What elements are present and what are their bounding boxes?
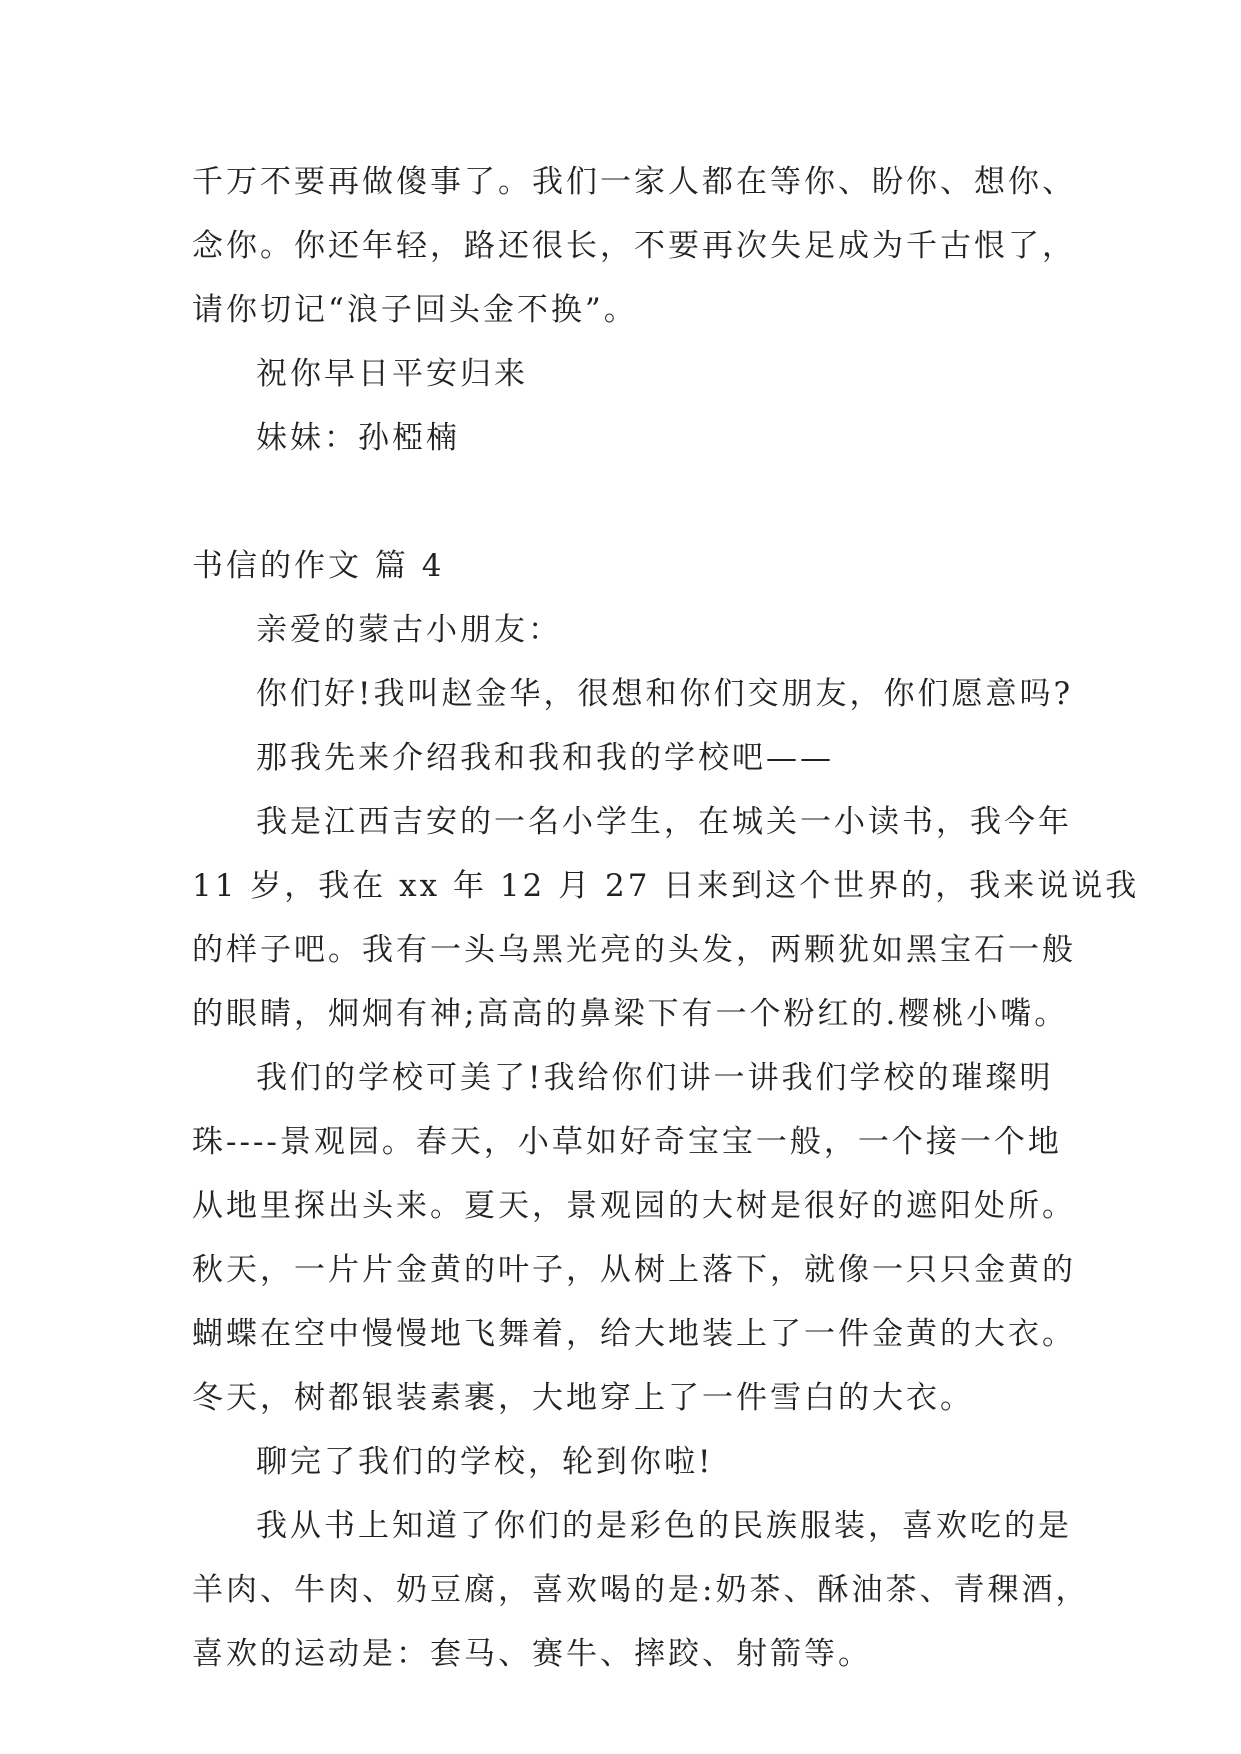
document-body: [192, 150, 1140, 1686]
closing-wish: 祝你早日平安归来: [256, 356, 528, 392]
text-line: 我是江西吉安的一名小学生，在城关一小读书，我今年: [256, 804, 1072, 840]
text-line: 我从书上知道了你们的是彩色的民族服装，喜欢吃的是: [256, 1508, 1072, 1544]
text-line: 蝴蝶在空中慢慢地飞舞着，给大地装上了一件金黄的大衣。: [192, 1316, 1076, 1352]
section-heading: 书信的作文 篇 4: [192, 548, 445, 584]
text-line: 我们的学校可美了!我给你们讲一讲我们学校的璀璨明: [256, 1060, 1054, 1096]
text-line: 秋天，一片片金黄的叶子，从树上落下，就像一只只金黄的: [192, 1252, 1076, 1288]
text-line: 的样子吧。我有一头乌黑光亮的头发，两颗犹如黑宝石一般: [192, 932, 1076, 968]
text-line: 羊肉、牛肉、奶豆腐，喜欢喝的是:奶茶、酥油茶、青稞酒，: [192, 1572, 1090, 1608]
text-line: 喜欢的运动是：套马、赛牛、摔跤、射箭等。: [192, 1636, 872, 1672]
text-line: 的眼睛，炯炯有神;高高的鼻梁下有一个粉红的.樱桃小嘴。: [192, 996, 1069, 1032]
text-line: 从地里探出头来。夏天，景观园的大树是很好的遮阳处所。: [192, 1188, 1076, 1224]
text-line: 请你切记“浪子回头金不换”。: [192, 292, 638, 328]
salutation: 亲爱的蒙古小朋友：: [256, 612, 562, 648]
text-line: 11 岁，我在 xx 年 12 月 27 日来到这个世界的，我来说说我: [192, 868, 1140, 904]
blank-line: [192, 470, 1062, 534]
text-line: 念你。你还年轻，路还很长，不要再次失足成为千古恨了，: [192, 228, 1076, 264]
text-line: 珠----景观园。春天，小草如好奇宝宝一般，一个接一个地: [192, 1124, 1062, 1160]
text-line: 那我先来介绍我和我和我的学校吧——: [256, 740, 834, 776]
text-line: 千万不要再做傻事了。我们一家人都在等你、盼你、想你、: [192, 164, 1076, 200]
text-line: 冬天，树都银装素裹，大地穿上了一件雪白的大衣。: [192, 1380, 974, 1416]
text-line: 聊完了我们的学校，轮到你啦!: [256, 1444, 714, 1480]
text-line: 你们好!我叫赵金华，很想和你们交朋友，你们愿意吗?: [256, 676, 1074, 712]
signature: 妹妹：孙椏楠: [256, 420, 460, 456]
